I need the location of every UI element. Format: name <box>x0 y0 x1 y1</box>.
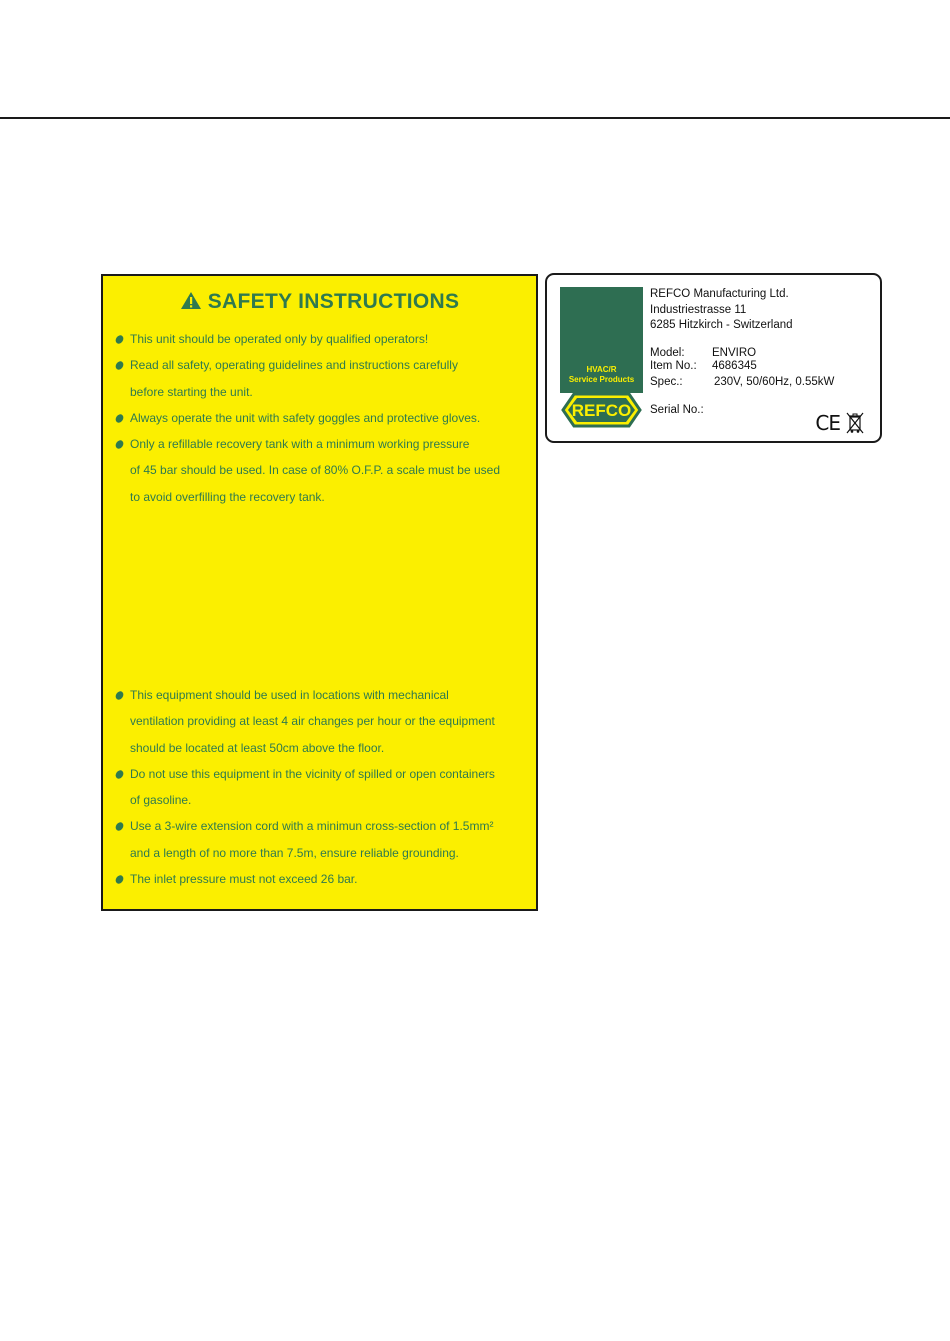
safety-item-line: to avoid overfilling the recovery tank. <box>130 489 325 504</box>
safety-item <box>115 813 525 866</box>
item-value: 4686345 <box>712 360 757 372</box>
safety-item-line: of gasoline. <box>130 793 192 808</box>
leaf-bullet-icon <box>114 690 125 701</box>
logo-subtitle <box>560 365 643 385</box>
leaf-bullet-icon <box>114 769 125 780</box>
safety-item-line: This equipment should be used in locations with mechanical <box>130 688 449 702</box>
safety-item-line: before starting the unit. <box>130 384 253 399</box>
refco-badge <box>560 391 643 429</box>
safety-item-line: The inlet pressure must not exceed 26 bar. <box>130 872 358 887</box>
leaf-bullet-icon <box>114 360 125 371</box>
safety-title-text: SAFETY INSTRUCTIONS <box>207 290 460 313</box>
safety-item <box>115 431 525 510</box>
spec-value: 230V, 50/60Hz, 0.55kW <box>714 375 835 388</box>
leaf-bullet-icon <box>114 874 125 885</box>
refco-logo <box>560 287 643 429</box>
safety-instructions-panel <box>101 274 538 911</box>
model-label: Model: <box>650 346 685 359</box>
logo-subtitle-line-1: HVAC/R <box>586 365 617 374</box>
leaf-bullet-icon <box>114 334 125 345</box>
safety-item <box>115 866 525 892</box>
safety-item-line: of 45 bar should be used. In case of 80% O.F.P. a scale must be used <box>130 463 501 478</box>
street-address: Industriestrasse 11 <box>650 303 747 316</box>
serial-label: Serial No.: <box>650 404 704 416</box>
crossed-out-bin-icon <box>846 411 864 435</box>
safety-item-line: Only a refillable recovery tank with a minimum working pressure <box>130 437 470 452</box>
item-row <box>650 359 834 375</box>
safety-item-line: Do not use this equipment in the vicinity of spilled or open containers <box>130 766 495 781</box>
safety-item <box>115 405 525 431</box>
company-name: REFCO Manufacturing Ltd. <box>650 288 789 300</box>
safety-item-line: Read all safety, operating guidelines and instructions carefully <box>130 358 458 373</box>
safety-item-line: This unit should be operated only by qualified operators! <box>130 332 429 346</box>
leaf-bullet-icon <box>114 821 125 832</box>
warning-triangle-icon <box>180 291 202 316</box>
safety-item-line: ventilation providing at least 4 air changes per hour or the equipment <box>130 714 495 729</box>
leaf-bullet-icon <box>114 439 125 450</box>
safety-item-line: should be located at least 50cm above the floor. <box>130 740 385 755</box>
logo-subtitle-line-2: Service Products <box>568 375 635 384</box>
safety-item <box>115 761 525 814</box>
leaf-bullet-icon <box>114 413 125 424</box>
safety-item-line: Use a 3-wire extension cord with a minimun cross-section of 1.5mm² <box>130 819 494 834</box>
brand-text: REFCO <box>571 401 632 420</box>
nameplate <box>545 273 882 443</box>
safety-item <box>115 352 525 405</box>
header-rule <box>0 117 950 119</box>
item-label: Item No.: <box>650 360 697 372</box>
certification-marks <box>815 411 864 435</box>
safety-item <box>115 326 525 352</box>
safety-item-line: and a length of no more than 7.5m, ensure reliable grounding. <box>130 845 459 860</box>
nameplate-text <box>650 287 834 419</box>
safety-item <box>115 682 525 761</box>
safety-item-line: Always operate the unit with safety goggles and protective gloves. <box>130 410 481 425</box>
model-value: ENVIRO <box>712 346 757 359</box>
spec-row <box>650 375 834 391</box>
safety-list-top <box>115 326 525 510</box>
city-address: 6285 Hitzkirch - Switzerland <box>650 319 793 331</box>
safety-list-bottom <box>115 682 525 892</box>
safety-title <box>103 290 536 316</box>
ce-mark: CE <box>815 411 840 435</box>
spec-label: Spec.: <box>650 375 683 388</box>
